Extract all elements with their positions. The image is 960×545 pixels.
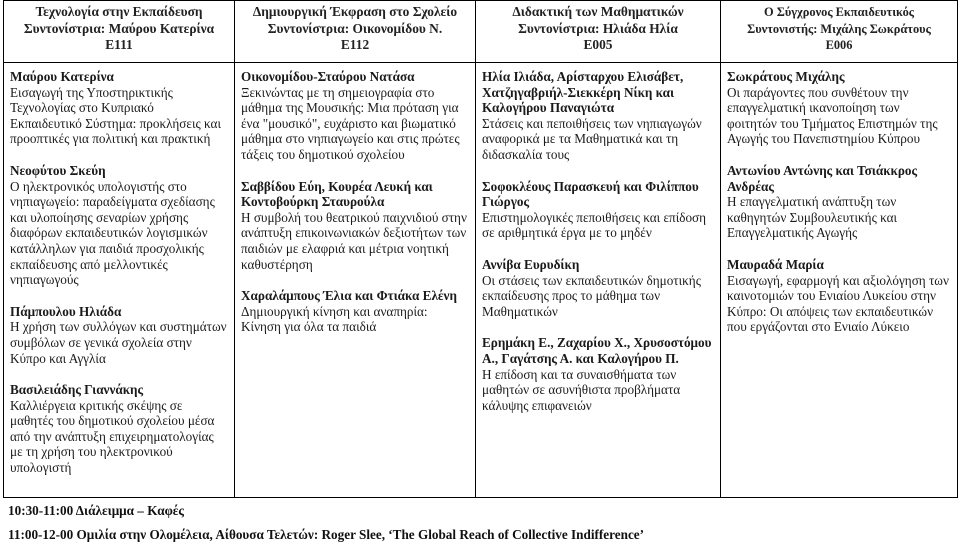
plenary-time: 11:00-12-00 [8, 527, 74, 542]
plenary-line [8, 527, 644, 543]
paper-title: Οι στάσεις των εκπαιδευτικών δημοτικής εκπαίδευσης προς το μάθημα των Μαθηματικών [482, 272, 701, 319]
break-time: 10:30-11:00 [8, 503, 74, 518]
session-header-mathematics [476, 1, 721, 63]
paper-authors: Οικονομίδου-Σταύρου Νατάσα [241, 69, 415, 84]
paper-title: Η επαγγελματική ανάπτυξη των καθηγητών Συμβουλευτικής και Επαγγελματικής Αγωγής [727, 194, 898, 241]
paper-entry [241, 288, 469, 335]
session-coordinator: Συντονιστής: Μιχάλης Σωκράτους [747, 21, 931, 36]
paper-title: Επιστημολογικές πεποιθήσεις και επίδοση σε αριθμητικά έργα με το μηδέν [482, 209, 707, 241]
paper-authors: Μαύρου Κατερίνα [10, 69, 114, 84]
paper-title: Ο ηλεκτρονικός υπολογιστής στο νηπιαγωγείο: παραδείγματα σχεδίασης και υλοποίησης σεναρίων χρήσης διαφόρων εκπαιδευτικών λογισμικών κατάλληλων για παιδιά προσχολικής εκπαίδευσης από μελλοντικές νηπιαγωγούς [10, 178, 215, 288]
session-title: Τεχνολογία στην Εκπαίδευση [35, 4, 203, 19]
session-room: Ε111 [105, 37, 133, 52]
paper-entry [241, 179, 469, 273]
paper-authors: Νεοφύτου Σκεύη [10, 162, 106, 178]
session-papers-creative-expression [235, 63, 476, 498]
paper-title: Καλλιέργεια κριτικής σκέψης σε μαθητές του δημοτικού σχολείου μέσα από την ανάπτυξη επιχειρηματολογίας με τη χρήση του ηλεκτρονικού υπολογιστή [10, 397, 215, 476]
paper-title: Οι παράγοντες που συνθέτουν την επαγγελματική ικανοποίηση των φοιτητών του Τμήματος Επιστημών της Αγωγής του Πανεπιστημίου Κύπρου [727, 84, 938, 147]
paper-entry [727, 163, 951, 241]
paper-entry [10, 163, 228, 288]
session-coordinator: Συντονίστρια: Μαύρου Κατερίνα [23, 20, 215, 36]
paper-authors: Αντωνίου Αντώνης και Τσιάκκρος Ανδρέας [727, 162, 918, 194]
paper-authors: Αννίβα Ευρυδίκη [482, 256, 580, 272]
paper-entry [727, 257, 951, 335]
session-papers-mathematics [476, 63, 721, 498]
session-title: Δημιουργική Έκφραση στο Σχολείο [252, 4, 458, 19]
session-papers-row [4, 63, 958, 498]
session-papers-modern-educator [721, 63, 958, 498]
paper-title: Δημιουργική κίνηση και αναπηρία: Κίνηση για όλα τα παιδιά [241, 303, 428, 335]
session-room: Ε005 [583, 37, 613, 52]
session-title: Ο Σύγχρονος Εκπαιδευτικός [763, 5, 914, 19]
paper-authors: Μαυραδά Μαρία [727, 256, 824, 272]
program-table [3, 0, 958, 498]
paper-authors: Ηλία Ιλιάδα, Αρίσταρχου Ελισάβετ, Χατζηγαβριήλ-Σιεκκέρη Νίκη και Καλογήρου Παναγιώτα [482, 69, 684, 116]
session-header-technology [4, 1, 235, 63]
paper-entry [482, 179, 714, 241]
paper-title: Η χρήση των συλλόγων και συστημάτων συμβόλων σε γενικά σχολεία στην Κύπρο και Αγγλία [10, 319, 227, 366]
paper-authors: Πάμπουλου Ηλιάδα [10, 303, 122, 319]
paper-entry [241, 69, 469, 163]
session-title: Διδακτική των Μαθηματικών [512, 4, 684, 19]
paper-entry [482, 257, 714, 319]
paper-title: Ξεκινώντας με τη σημειογραφία στο μάθημα της Μουσικής: Μια πρόταση για ένα "μουσικό", ευχάριστο και βιωματικό μάθημα στο νηπιαγωγείο και στις πρώτες τάξεις του δημοτικού σχολείου [241, 84, 460, 162]
paper-entry [482, 69, 714, 163]
paper-entry [727, 69, 951, 147]
session-room: Ε006 [825, 38, 853, 52]
paper-entry [482, 335, 714, 413]
session-header-modern-educator [721, 1, 958, 63]
session-coordinator: Συντονίστρια: Ηλιάδα Ηλία [518, 20, 678, 36]
session-coordinator: Συντονίστρια: Οικονομίδου Ν. [267, 20, 443, 36]
plenary-label: Ομιλία στην Ολομέλεια, Αίθουσα Τελετών: Roger Slee, ‘The Global Reach of Collective Indifference’ [76, 527, 645, 542]
paper-title: Εισαγωγή, εφαρμογή και αξιολόγηση των καινοτομιών του Ενιαίου Λυκείου στην Κύπρο: Οι απόψεις των εκπαιδευτικών που εργάζονται στο Ενιαίο Λύκειο [727, 272, 949, 335]
paper-entry [10, 382, 228, 476]
paper-authors: Σωκράτους Μιχάλης [727, 69, 845, 84]
paper-title: Στάσεις και πεποιθήσεις των νηπιαγωγών αναφορικά με τα Μαθηματικά και τη διδασκαλία τους [482, 115, 702, 162]
paper-authors: Σαββίδου Εύη, Κουρέα Λευκή και Κοντοβούρκη Σταυρούλα [241, 178, 433, 210]
break-label: Διάλειμμα – Καφές [75, 503, 184, 518]
session-papers-technology [4, 63, 235, 498]
coffee-break-line [8, 503, 184, 519]
paper-authors: Σοφοκλέους Παρασκευή και Φιλίππου Γιώργος [482, 178, 699, 210]
paper-authors: Χαραλάμπους Έλια και Φτιάκα Ελένη [241, 288, 457, 304]
paper-entry [10, 304, 228, 366]
session-room: Ε112 [340, 37, 370, 52]
paper-authors: Βασιλειάδης Γιαννάκης [10, 382, 144, 398]
paper-title: Εισαγωγή της Υποστηρικτικής Τεχνολογίας στο Κυπριακό Εκπαιδευτικό Σύστημα: προκλήσεις και προοπτικές για πολιτική και πρακτική [10, 84, 221, 147]
paper-authors: Ερημάκη Ε., Ζαχαρίου Χ., Χρυσοστόμου Α., Γαγάτσης Α. και Καλογήρου Π. [482, 335, 712, 366]
session-header-row [4, 1, 958, 63]
paper-entry [10, 69, 228, 147]
paper-title: Η συμβολή του θεατρικού παιχνιδιού στην ανάπτυξη επικοινωνιακών δεξιοτήτων των παιδιών με ελαφριά και μέτρια νοητική καθυστέρηση [241, 209, 467, 272]
paper-title: Η επίδοση και τα συναισθήματα των μαθητών σε ασυνήθιστα προβλήματα κάλυψης επιφανειών [482, 366, 681, 413]
session-header-creative-expression [235, 1, 476, 63]
